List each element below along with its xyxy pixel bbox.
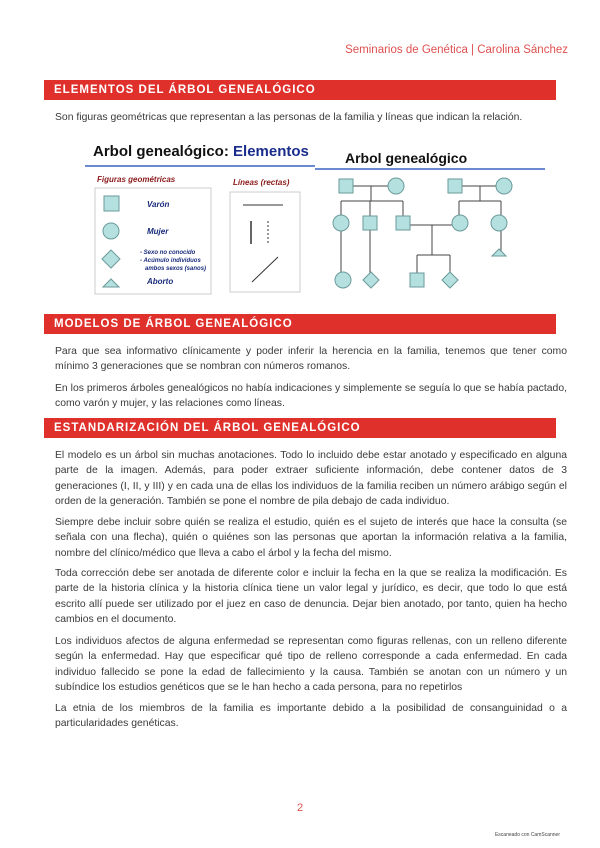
svg-text:Varón: Varón: [147, 200, 170, 209]
paragraph: El modelo es un árbol sin muchas anotaciones. Todo lo incluido debe estar anotado y especificado en alguna parte de la imagen. Además, para poder extraer suficiente información, debe contener datos de 3 generaciones (I, II, y III) y en cada una de ellas los individuos de la familia reciben un número arábigo según el orden de la generación. También se pone el nombre de pila debajo de cada individuo.: [55, 450, 567, 508]
paragraph: Los individuos afectos de alguna enfermedad se representan como figuras rellenas, con un relleno diferente según la enfermedad. Hay que especificar qué tipo de relleno corresponde a cada enfermedad. En cada individuo fallecido se pone la edad de fallecimiento y la causa. También se anotan con un número y un subíndice los estudios genéticos que se le han hecho a cada persona, para no repetirlos: [55, 636, 567, 694]
paragraph: Siempre debe incluir sobre quién se realiza el estudio, quién es el sujeto de interés que hace la consulta (se señala con una flecha), quién o quiénes son las personas que aportan la información relativa a la familia, nombre del clínico/médico que lleva a cabo el árbol y la fecha del mismo.: [55, 517, 567, 559]
paragraph: En los primeros árboles genealógicos no había indicaciones y simplemente se seguía lo que se había pactado, como varón y mujer, y las relaciones como líneas.: [55, 383, 567, 410]
svg-text:Figuras geométricas: Figuras geométricas: [97, 175, 176, 184]
genealogy-diagram: [85, 133, 545, 301]
genealogy-figure: [85, 133, 545, 301]
svg-text:- Acúmulo individuos: - Acúmulo individuos: [140, 258, 201, 264]
section-heading: ESTANDARIZACIÓN DEL ÁRBOL GENEALÓGICO: [44, 418, 556, 438]
svg-text:Mujer: Mujer: [147, 227, 169, 236]
section-heading: ELEMENTOS DEL ÁRBOL GENEALÓGICO: [44, 80, 556, 100]
svg-text:ambos sexos (sanos): ambos sexos (sanos): [145, 266, 207, 272]
scanner-watermark: Escaneado con CamScanner: [494, 832, 560, 838]
svg-text:Arbol genealógico: Elementos: Arbol genealógico: Elementos: [93, 143, 309, 160]
paragraph: Son figuras geométricas que representan a las personas de la familia y líneas que indican la relación.: [55, 112, 523, 123]
svg-text:Arbol genealógico: Arbol genealógico: [345, 150, 468, 166]
section-heading: MODELOS DE ÁRBOL GENEALÓGICO: [44, 314, 556, 334]
paragraph: Para que sea informativo clínicamente y poder inferir la herencia en la familia, tenemos que tener como mínimo 3 generaciones que se nombran con números romanos.: [55, 346, 567, 373]
svg-text:Aborto: Aborto: [147, 277, 174, 286]
running-header: Seminarios de Genética | Carolina Sánchez: [345, 44, 568, 56]
paragraph: La etnia de los miembros de la familia es importante debido a la posibilidad de consanguinidad o a particularidades genéticas.: [55, 703, 567, 730]
svg-text:Líneas (rectas): Líneas (rectas): [233, 178, 290, 187]
svg-text:- Sexo no conocido: - Sexo no conocido: [140, 250, 196, 256]
page-number: 2: [296, 802, 304, 814]
paragraph: Toda corrección debe ser anotada de diferente color e incluir la fecha en la que se realiza la modificación. Es parte de la historia clínica y la historia clínica tiene un valor legal y jurídico, es decir, que todo lo que está escrito allí puede ser utilizado por el juez en caso de denuncia. Dejar bien anotado, por tanto, quien ha hecho cambios en el documento.: [55, 568, 567, 626]
